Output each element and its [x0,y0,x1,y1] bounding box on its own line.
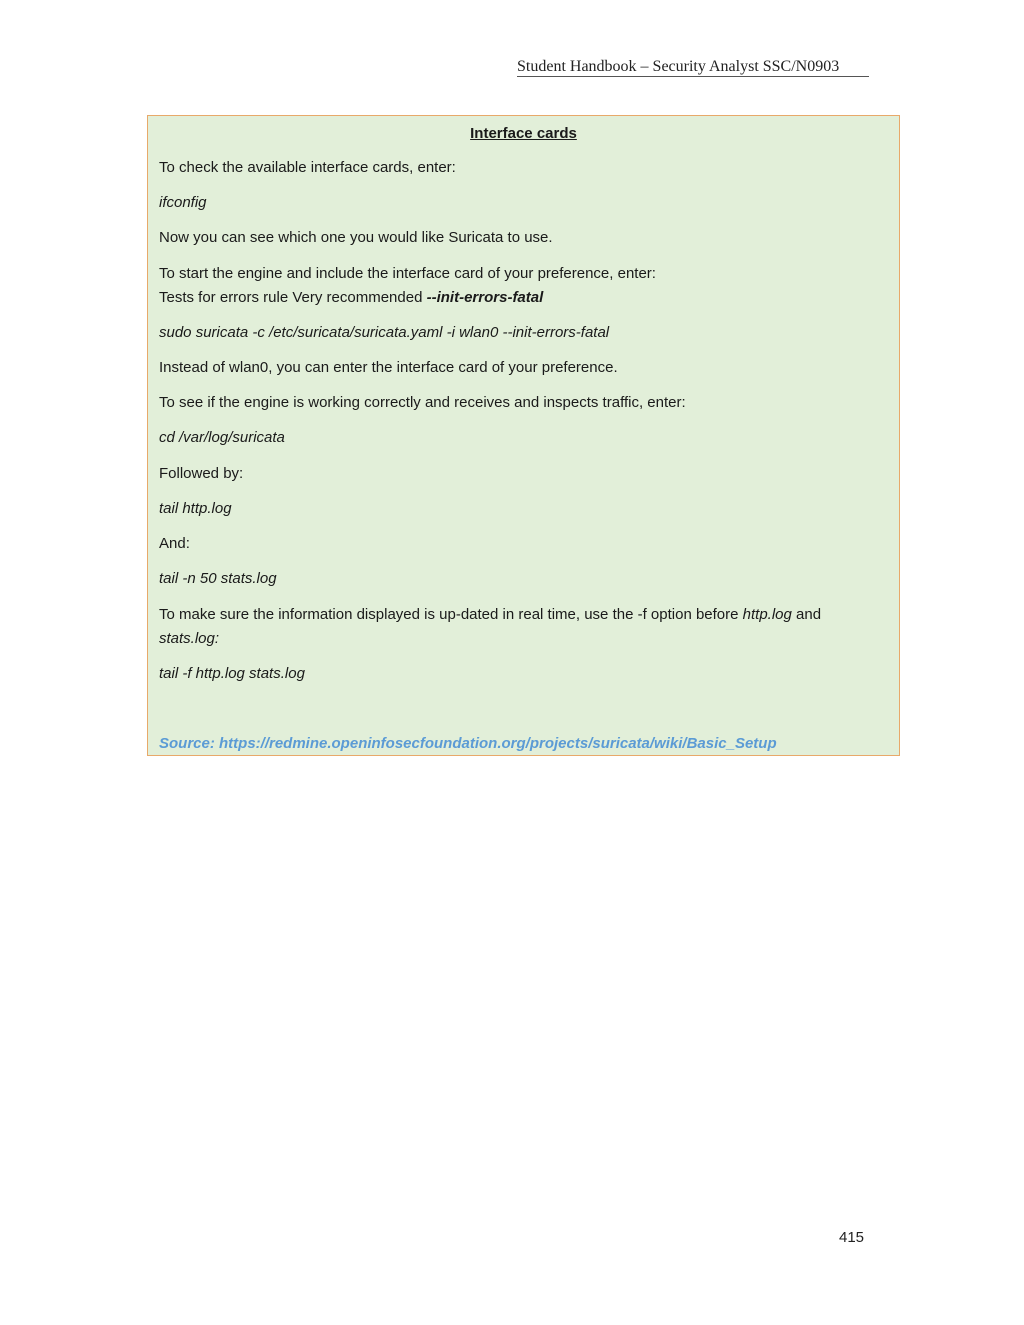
see-if-engine-text: To see if the engine is working correctly and receives and inspects traffic, enter: [159,394,686,411]
init-errors-fatal-flag: --init-errors-fatal [426,289,544,306]
and-text: And: [159,535,190,552]
tail-stats-command: tail -n 50 stats.log [159,570,277,587]
running-header: Student Handbook – Security Analyst SSC/N0903 [517,58,869,77]
instead-of-wlan0-text: Instead of wlan0, you can enter the interface card of your preference. [159,359,618,376]
interface-cards-box [147,115,900,756]
ifconfig-command: ifconfig [159,194,207,211]
stats-log-term: stats.log: [159,630,220,647]
box-title: Interface cards [470,125,577,142]
http-log-term: http.log [742,606,792,623]
tail-f-command: tail -f http.log stats.log [159,665,305,682]
check-intro-text: To check the available interface cards, enter: [159,159,456,176]
cd-log-command: cd /var/log/suricata [159,429,285,446]
tests-errors-prefix: Tests for errors rule Very recommended [159,289,427,306]
make-sure-prefix: To make sure the information displayed is up-dated in real time, use the -f option before [159,606,743,623]
now-you-can-text: Now you can see which one you would like Suricata to use. [159,229,553,246]
make-sure-text [159,605,821,625]
tests-errors-line [159,288,543,308]
make-sure-and: and [791,606,822,623]
start-engine-text: To start the engine and include the interface card of your preference, enter: [159,265,656,282]
source-link[interactable]: Source: https://redmine.openinfosecfoundation.org/projects/suricata/wiki/Basic_Setup [159,735,777,752]
followed-by-text: Followed by: [159,465,244,482]
page-number: 415 [839,1229,865,1246]
sudo-suricata-command: sudo suricata -c /etc/suricata/suricata.yaml -i wlan0 --init-errors-fatal [159,324,610,341]
tail-http-command: tail http.log [159,500,232,517]
